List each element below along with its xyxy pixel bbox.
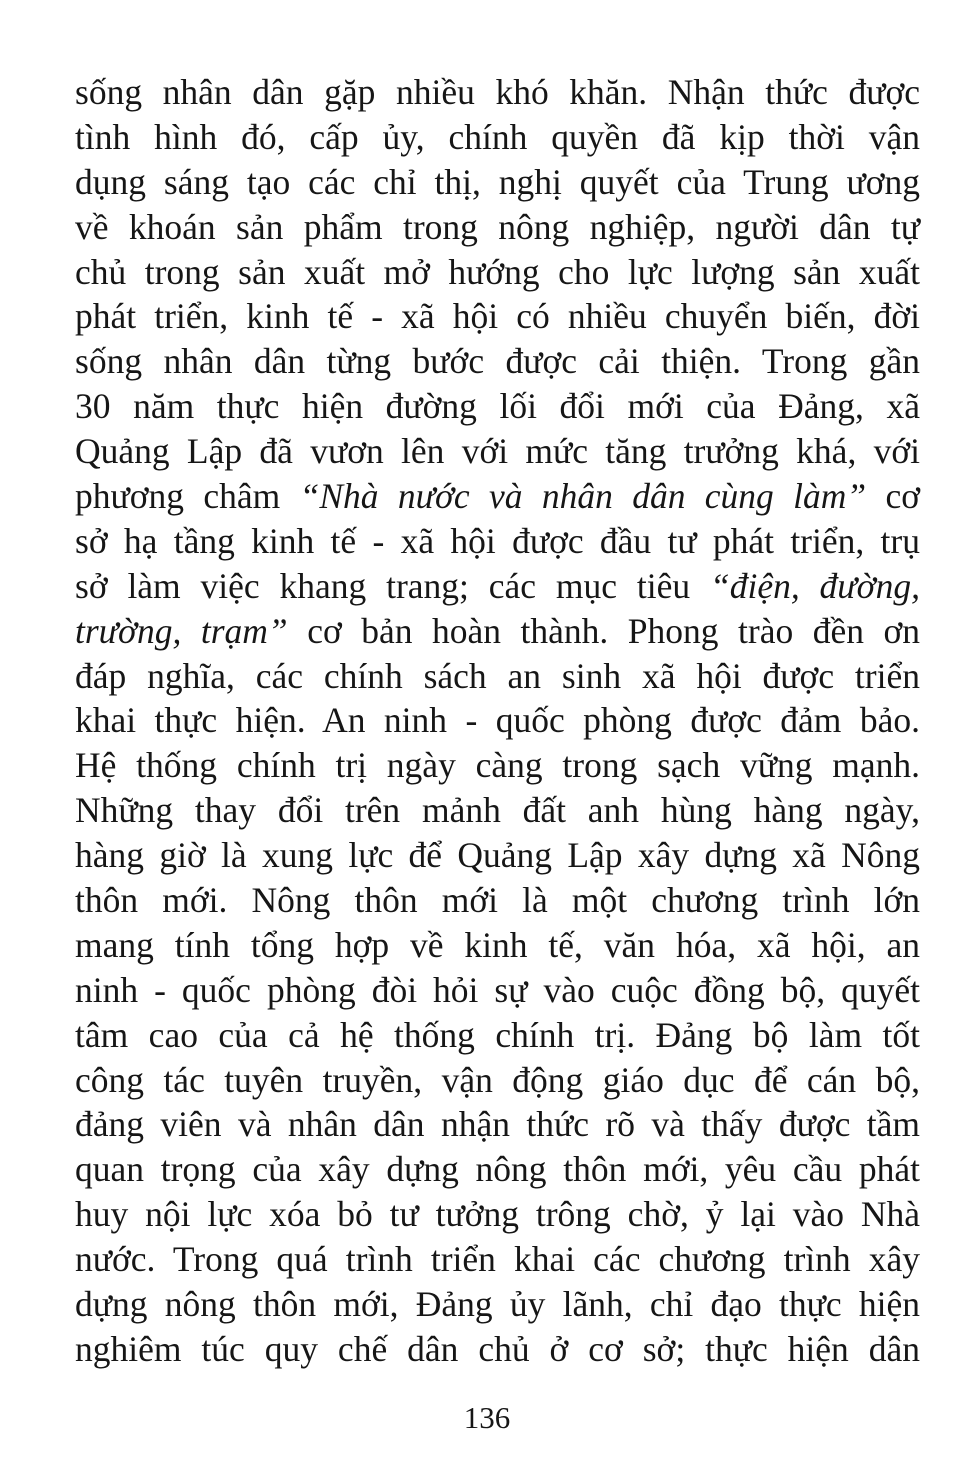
italic-quote: “Nhà nước và nhân dân cùng làm” — [299, 476, 867, 517]
text-segment: ninh - quốc phòng đòi hỏi sự vào cuộc đồng bộ, quyết — [75, 969, 920, 1010]
text-line — [75, 160, 920, 205]
text-segment: Quảng Lập đã vươn lên với mức tăng trưởng khá, với — [75, 431, 920, 472]
text-line — [75, 205, 920, 250]
text-line — [75, 384, 920, 429]
text-line — [75, 474, 920, 519]
text-line — [75, 923, 920, 968]
text-segment: chủ trong sản xuất mở hướng cho lực lượng sản xuất — [75, 251, 920, 292]
text-segment: cơ bản hoàn thành. Phong trào đền ơn — [287, 610, 920, 651]
italic-quote: “điện, đường, — [709, 565, 920, 606]
text-segment: huy nội lực xóa bỏ tư tưởng trông chờ, ỷ lại vào Nhà — [75, 1194, 920, 1235]
text-line — [75, 1147, 920, 1192]
text-segment: tình hình đó, cấp ủy, chính quyền đã kịp thời vận — [75, 116, 920, 157]
text-line — [75, 654, 920, 699]
text-line — [75, 429, 920, 474]
text-line — [75, 519, 920, 564]
text-segment: sở làm việc khang trang; các mục tiêu — [75, 565, 710, 606]
text-line — [75, 609, 920, 654]
text-line — [75, 788, 920, 833]
text-line — [75, 968, 920, 1013]
text-line — [75, 1237, 920, 1282]
text-line — [75, 878, 920, 923]
text-segment: tâm cao của cả hệ thống chính trị. Đảng bộ làm tốt — [75, 1014, 920, 1055]
text-segment: mang tính tổng hợp về kinh tế, văn hóa, xã hội, an — [75, 924, 920, 965]
text-segment: khai thực hiện. An ninh - quốc phòng được đảm bảo. — [75, 700, 920, 741]
text-line — [75, 250, 920, 295]
text-segment: Những thay đổi trên mảnh đất anh hùng hàng ngày, — [75, 790, 920, 831]
text-line — [75, 294, 920, 339]
text-line — [75, 698, 920, 743]
text-segment: sống nhân dân từng bước được cải thiện. Trong gần — [75, 341, 920, 382]
text-line — [75, 833, 920, 878]
text-segment: 30 năm thực hiện đường lối đổi mới của Đảng, xã — [75, 386, 920, 427]
text-segment: sống nhân dân gặp nhiều khó khăn. Nhận thức được — [75, 72, 920, 112]
text-segment: Hệ thống chính trị ngày càng trong sạch vững mạnh. — [75, 745, 920, 786]
text-segment: công tác tuyên truyền, vận động giáo dục để cán bộ, — [75, 1059, 920, 1100]
text-segment: thôn mới. Nông thôn mới là một chương trình lớn — [75, 880, 920, 921]
text-line — [75, 70, 920, 115]
page-number: 136 — [463, 1400, 511, 1435]
text-line — [75, 1282, 920, 1327]
text-line — [75, 1102, 920, 1147]
text-line — [75, 1327, 920, 1372]
text-segment: về khoán sản phẩm trong nông nghiệp, người dân tự — [75, 206, 920, 247]
text-segment: dụng sáng tạo các chỉ thị, nghị quyết của Trung ương — [75, 161, 920, 202]
text-segment: dựng nông thôn mới, Đảng ủy lãnh, chỉ đạo thực hiện — [75, 1284, 920, 1325]
text-segment: nước. Trong quá trình triển khai các chương trình xây — [75, 1239, 920, 1280]
text-line — [75, 339, 920, 384]
text-segment: cơ — [866, 476, 920, 517]
text-line — [75, 115, 920, 160]
body-paragraph — [75, 70, 920, 1372]
italic-quote: trường, trạm” — [75, 610, 288, 651]
text-line — [75, 564, 920, 609]
text-segment: đảng viên và nhân dân nhận thức rõ và thấy được tầm — [75, 1104, 920, 1145]
text-line — [75, 1192, 920, 1237]
text-segment: sở hạ tầng kinh tế - xã hội được đầu tư phát triển, trụ — [75, 520, 920, 561]
text-segment: quan trọng của xây dựng nông thôn mới, yêu cầu phát — [75, 1149, 920, 1190]
text-segment: nghiêm túc quy chế dân chủ ở cơ sở; thực hiện dân — [75, 1328, 920, 1369]
text-line — [75, 1013, 920, 1058]
text-line — [75, 1058, 920, 1103]
text-line — [75, 743, 920, 788]
text-segment: phương châm — [75, 476, 300, 517]
text-segment: phát triển, kinh tế - xã hội có nhiều chuyển biến, đời — [75, 296, 920, 337]
text-segment: hàng giờ là xung lực để Quảng Lập xây dựng xã Nông — [75, 835, 920, 876]
text-segment: đáp nghĩa, các chính sách an sinh xã hội được triển — [75, 655, 920, 696]
